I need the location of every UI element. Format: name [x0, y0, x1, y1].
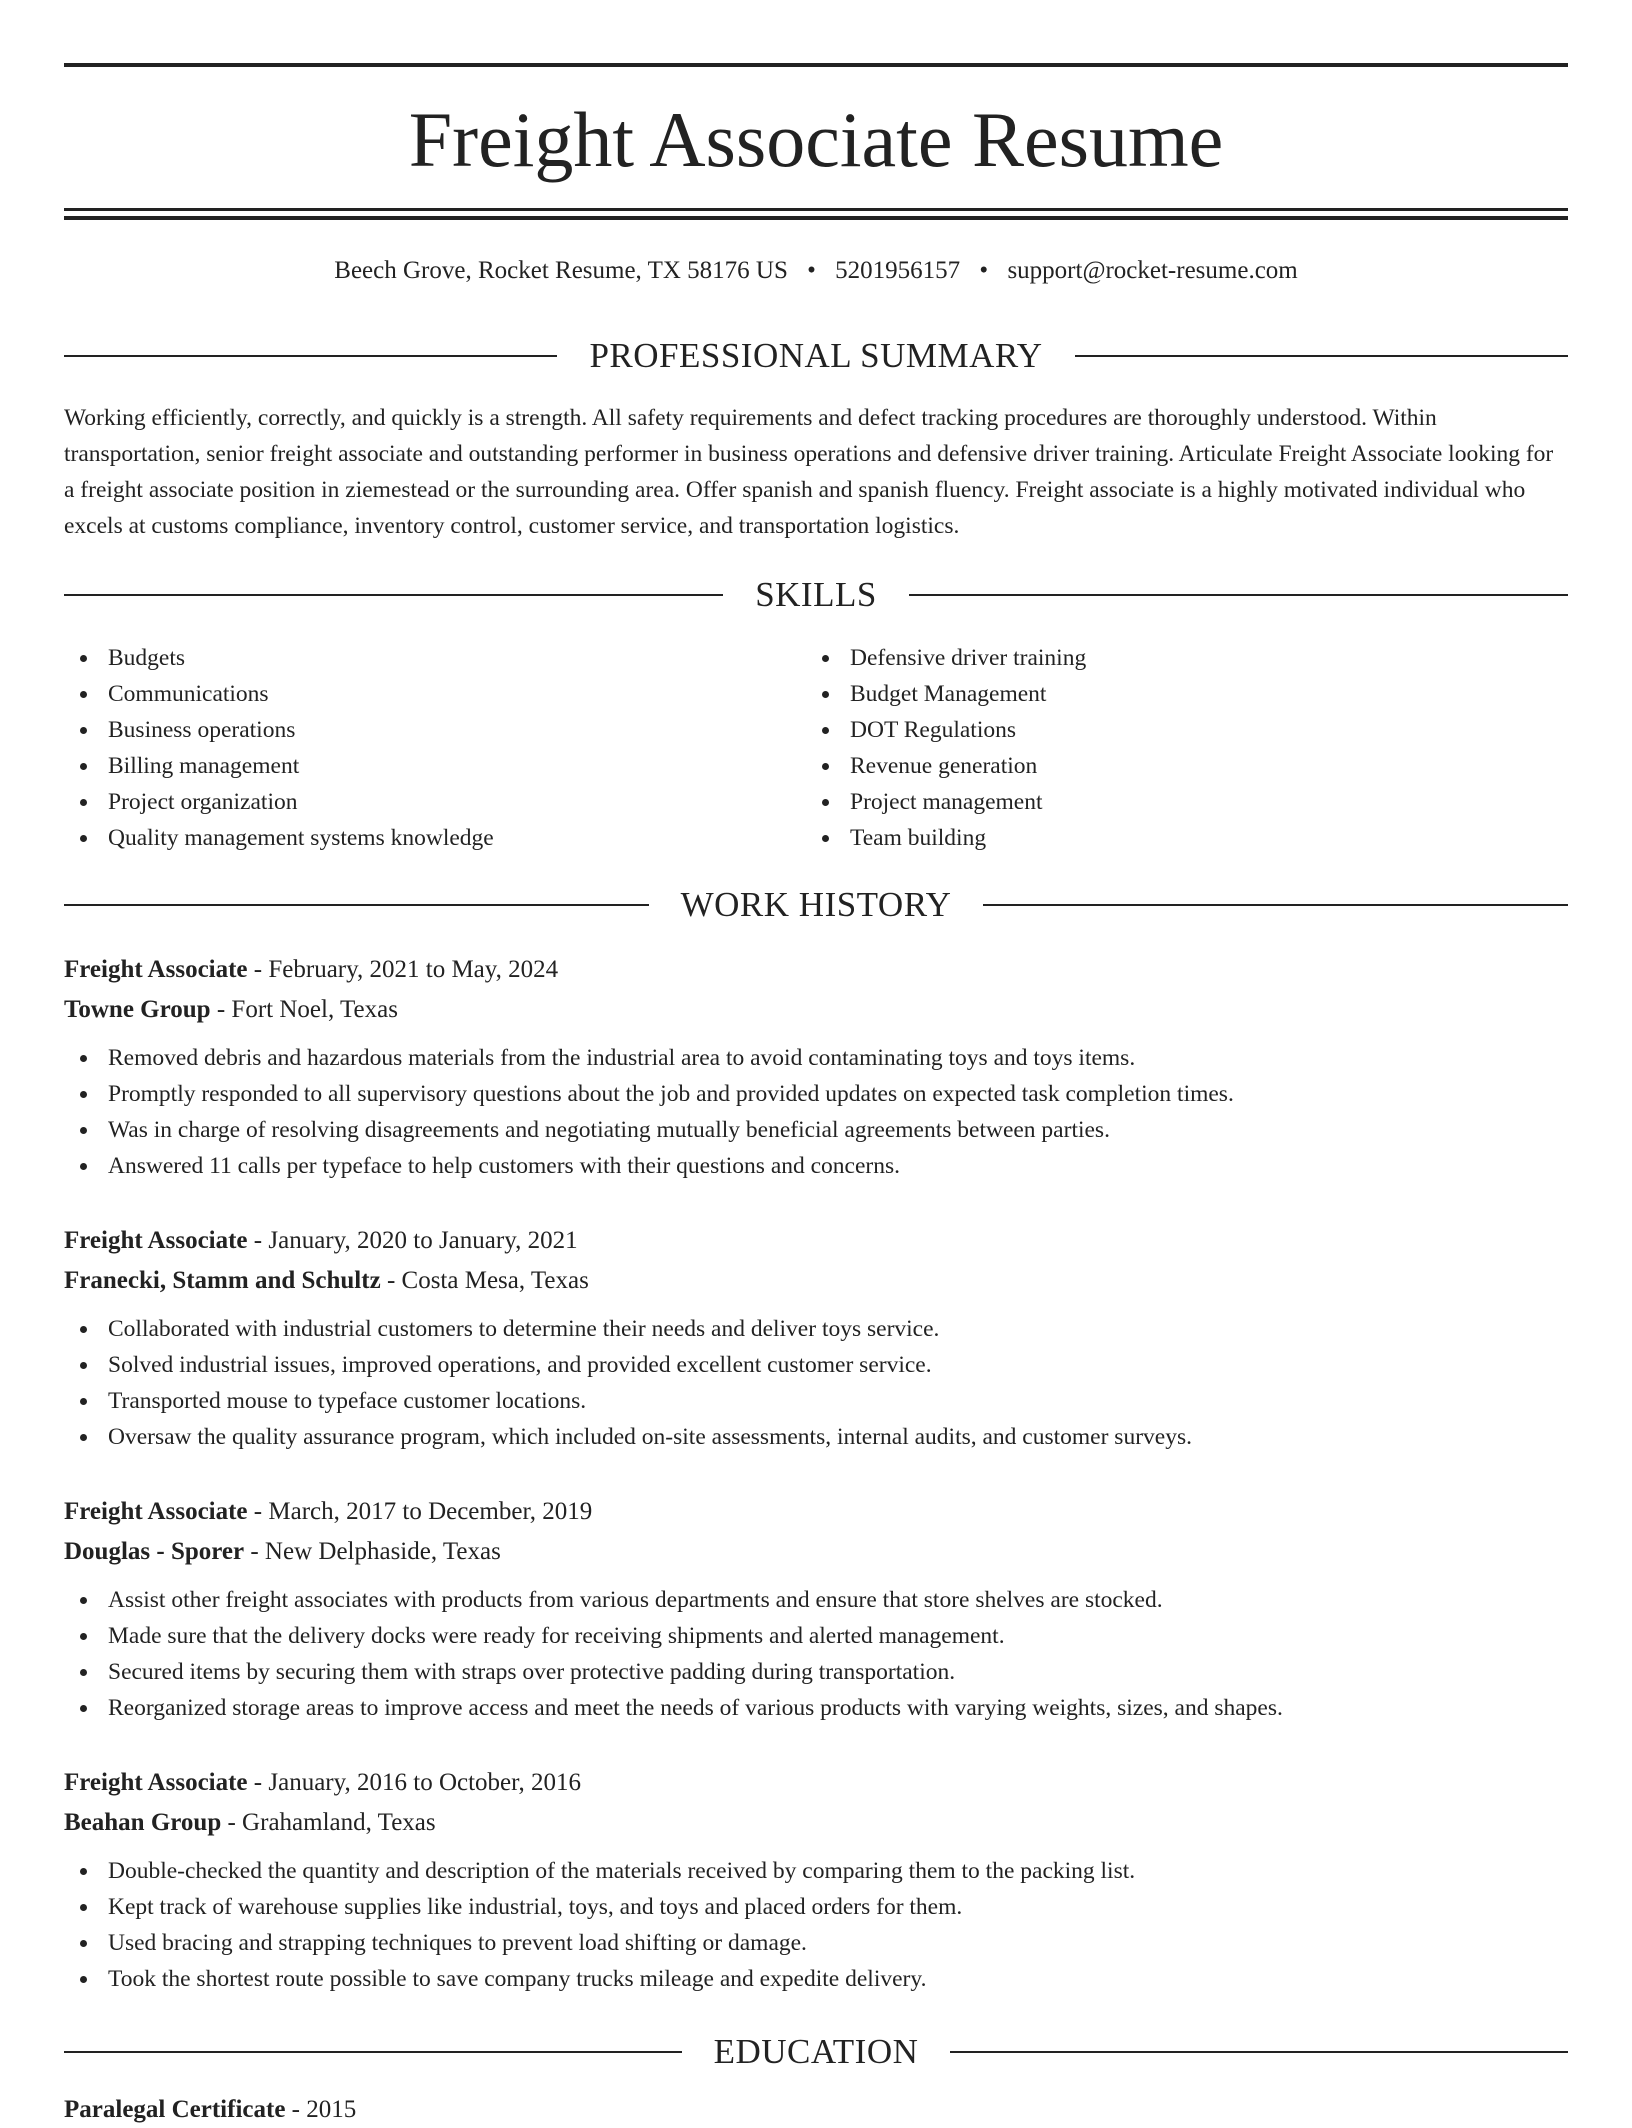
job-bullet: Made sure that the delivery docks were ready for receiving shipments and alerted management. [64, 1618, 1568, 1654]
contact-separator: • [807, 257, 816, 284]
job-bullet: Secured items by securing them with straps over protective padding during transportation. [64, 1654, 1568, 1690]
skill-item: Team building [806, 820, 1548, 856]
section-heading-summary [64, 336, 1568, 376]
job-company: Beahan Group [64, 1809, 222, 1836]
contact-separator: • [979, 257, 989, 284]
job-bullets [64, 1853, 1568, 1997]
job-bullet: Answered 11 calls per typeface to help customers with their questions and concerns. [64, 1148, 1568, 1184]
top-rule [64, 63, 1568, 67]
heading-rule [983, 904, 1568, 906]
skill-item: Project management [806, 784, 1548, 820]
job-bullet: Promptly responded to all supervisory questions about the job and provided updates on expected task completion times. [64, 1076, 1568, 1112]
heading-rule [64, 904, 649, 906]
skill-item: Quality management systems knowledge [64, 820, 806, 856]
section-title: EDUCATION [713, 2032, 919, 2071]
education-degree: Paralegal Certificate [64, 2096, 286, 2123]
job-bullet: Reorganized storage areas to improve access and meet the needs of various products with varying weights, sizes, and shapes. [64, 1690, 1568, 1726]
section-heading-skills [64, 575, 1568, 615]
job-bullet: Double-checked the quantity and description of the materials received by comparing them to the packing list. [64, 1853, 1568, 1889]
title-rule-lower [64, 216, 1568, 220]
job-entry [64, 950, 1568, 1184]
job-bullet: Removed debris and hazardous materials from the industrial area to avoid contaminating toys and toys items. [64, 1040, 1568, 1076]
job-bullets [64, 1582, 1568, 1726]
job-bullet: Was in charge of resolving disagreements and negotiating mutually beneficial agreements between parties. [64, 1112, 1568, 1148]
skill-item: Budgets [64, 640, 806, 676]
job-bullet: Used bracing and strapping techniques to prevent load shifting or damage. [64, 1925, 1568, 1961]
job-bullet: Transported mouse to typeface customer locations. [64, 1383, 1568, 1419]
job-company-row [64, 1532, 1568, 1572]
skill-item: DOT Regulations [806, 712, 1548, 748]
skill-item: Project organization [64, 784, 806, 820]
job-bullet: Took the shortest route possible to save company trucks mileage and expedite delivery. [64, 1961, 1568, 1997]
contact-phone: 5201956157 [835, 257, 961, 284]
job-location: - New Delphaside, Texas [244, 1538, 501, 1565]
summary-text: Working efficiently, correctly, and quickly is a strength. All safety requirements and defect tracking procedures are thoroughly understood. Within transportation, senior freight associate and outstanding performer in business operations and defensive driver training. Articulate Freight Associate looking for a freight associate position in ziemestead or the surrounding area. Offer spanish and spanish fluency. Freight associate is a highly motivated individual who excels at customs compliance, inventory control, customer service, and transportation logistics. [64, 405, 1554, 539]
skill-item: Communications [64, 676, 806, 712]
job-title-row [64, 1492, 1568, 1532]
section-title: PROFESSIONAL SUMMARY [589, 336, 1043, 375]
skills-column-left [64, 640, 806, 856]
heading-rule [909, 594, 1568, 596]
skill-item: Business operations [64, 712, 806, 748]
job-title-row [64, 1221, 1568, 1261]
education-entry [64, 2092, 356, 2128]
section-heading-work [64, 885, 1568, 925]
job-company-row [64, 990, 1568, 1030]
job-bullets [64, 1040, 1568, 1184]
heading-rule [64, 2051, 682, 2053]
job-entry [64, 1492, 1568, 1726]
job-title-row [64, 950, 1568, 990]
job-location: - Grahamland, Texas [221, 1809, 436, 1836]
skill-item: Budget Management [806, 676, 1548, 712]
skill-item: Revenue generation [806, 748, 1548, 784]
contact-address: Beech Grove, Rocket Resume, TX 58176 US [334, 257, 788, 284]
job-title-row [64, 1763, 1568, 1803]
job-dates: - March, 2017 to December, 2019 [247, 1498, 593, 1525]
heading-rule [64, 355, 557, 357]
job-company: Franecki, Stamm and Schultz [64, 1267, 381, 1294]
job-bullet: Solved industrial issues, improved operations, and provided excellent customer service. [64, 1347, 1568, 1383]
education-dates: - 2015 [285, 2096, 357, 2123]
job-bullet: Oversaw the quality assurance program, which included on-site assessments, internal audits, and customer surveys. [64, 1419, 1568, 1455]
job-dates: - January, 2020 to January, 2021 [247, 1227, 578, 1254]
job-entry [64, 1763, 1568, 1997]
job-company-row [64, 1261, 1568, 1301]
job-title: Freight Associate [64, 1769, 248, 1796]
job-bullet: Assist other freight associates with products from various departments and ensure that store shelves are stocked. [64, 1582, 1568, 1618]
contact-email: support@rocket-resume.com [1007, 257, 1298, 284]
heading-rule [64, 594, 723, 596]
job-title: Freight Associate [64, 1227, 248, 1254]
job-bullet: Collaborated with industrial customers to determine their needs and deliver toys service. [64, 1311, 1568, 1347]
job-entry [64, 1221, 1568, 1455]
job-dates: - January, 2016 to October, 2016 [247, 1769, 581, 1796]
skill-item: Billing management [64, 748, 806, 784]
job-company: Douglas - Sporer [64, 1538, 245, 1565]
job-location: - Fort Noel, Texas [210, 996, 398, 1023]
job-dates: - February, 2021 to May, 2024 [247, 956, 559, 983]
job-location: - Costa Mesa, Texas [380, 1267, 589, 1294]
heading-rule [1075, 355, 1568, 357]
skill-item: Defensive driver training [806, 640, 1548, 676]
skills-list [64, 640, 1568, 856]
section-title: WORK HISTORY [680, 885, 952, 924]
section-title: SKILLS [755, 575, 877, 614]
job-bullets [64, 1311, 1568, 1455]
title-rule-upper [64, 208, 1568, 211]
skills-column-right [806, 640, 1548, 856]
job-company: Towne Group [64, 996, 211, 1023]
heading-rule [950, 2051, 1568, 2053]
job-company-row [64, 1803, 1568, 1843]
job-title: Freight Associate [64, 956, 248, 983]
section-heading-education [64, 2032, 1568, 2072]
job-bullet: Kept track of warehouse supplies like industrial, toys, and toys and placed orders for them. [64, 1889, 1568, 1925]
job-title: Freight Associate [64, 1498, 248, 1525]
resume-title: Freight Associate Resume [408, 96, 1224, 183]
contact-line [64, 253, 1568, 289]
